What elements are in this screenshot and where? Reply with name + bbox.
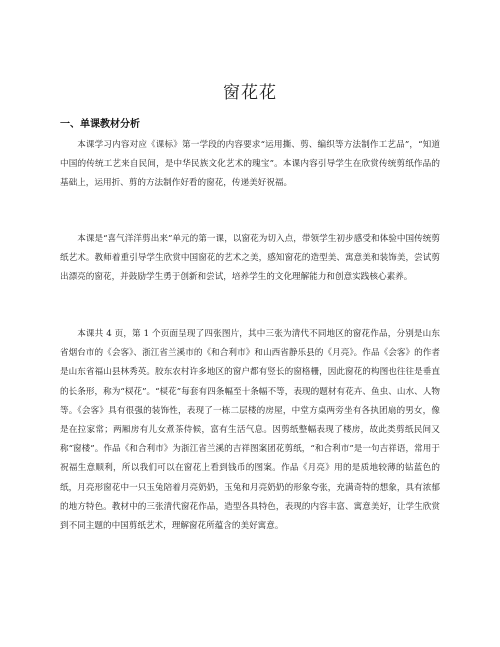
paragraph-2: 本课是“喜气洋洋剪出来”单元的第一课，以窗花为切入点，带领学生初步感受和体验中国传统剪纸艺术。教师着重引导学生欣赏中国窗花的艺术之美，感知窗花的造型美、寓意美和装饰美，尝试剪出漂亮的窗花，并鼓励学生勇于创新和尝试，培养学生的文化理解能力和创意实践核心素养。 — [60, 234, 440, 283]
section-heading: 一、单课教材分析 — [60, 119, 140, 130]
document-title: 窗花花 — [223, 83, 277, 103]
paragraph-3: 本课共 4 页，第 1 个页面呈现了四张图片，其中三张为清代不同地区的窗花作品，分别是山东省烟台市的《会客》、浙江省兰溪市的《和合利市》和山西省静乐县的《月亮》。作品《会客》的作者是山东省福山县林秀英。胶东农村许多地区的窗户都有竖长的窗格栅，因此窗花的构图也往往是垂直的长条形，称为“棂花”。“棂花”每套有四条幅至十条幅不等，表现的题材有花卉、鱼虫、山水、人物等。《会客》具有很强的装饰性，表现了一栋二层楼的房屋，中堂方桌两旁坐有各执团扇的男女，像是在拉家常；两厢房有儿女煮茶侍候，富有生活气息。因剪纸整幅表现了楼房，故此类剪纸民间又称“窗楼”。作品《和合利市》为浙江省兰溪的吉祥图案团花剪纸，“和合利市”是一句吉祥语，常用于祝福生意顺利，所以我们可以在窗花上看到钱币的图案。作品《月亮》用的是质地较薄的钻蓝色的纸，月亮形窗花中一只玉兔陪着月亮奶奶，玉兔和月亮奶奶的形象夸张，充满奇特的想象，具有浓郁的地方特色。教材中的三张清代窗花作品，造型各具特色，表现的内容丰富、寓意美好，让学生欣赏到不同主题的中国剪纸艺术，理解窗花所蕴含的美好寓意。 — [60, 329, 440, 532]
paragraph-1: 本课学习内容对应《课标》第一学段的内容要求“运用撕、剪、编织等方法制作工艺品”，“知道中国的传统工艺来自民间，是中华民族文化艺术的瑰宝”。本课内容引导学生在欣赏传统剪纸作品的基础上，运用折、剪的方法制作好看的窗花，传递美好祝福。 — [60, 140, 440, 189]
